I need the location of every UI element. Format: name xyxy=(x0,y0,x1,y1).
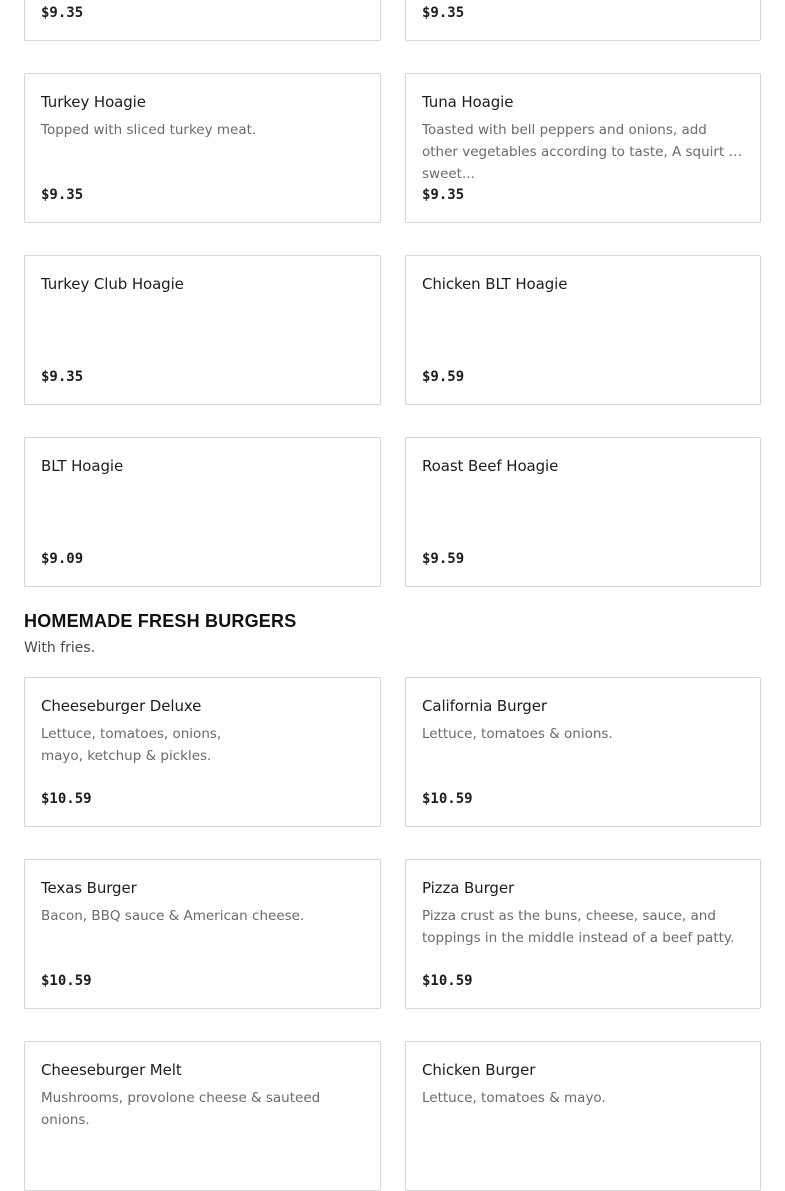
menu-item-name: Roast Beef Hoagie xyxy=(422,457,559,475)
menu-item-card[interactable] xyxy=(24,859,381,1009)
menu-item-name: BLT Hoagie xyxy=(41,457,124,475)
menu-item-name: California Burger xyxy=(422,697,547,715)
menu-item-name: Turkey Club Hoagie xyxy=(41,275,184,293)
menu-item-card[interactable] xyxy=(24,0,381,41)
menu-item-price: $10.59 xyxy=(41,973,92,989)
menu-item-description: Mushrooms, provolone cheese & sauteed onions. xyxy=(41,1090,321,1128)
menu-item-card[interactable] xyxy=(405,1041,761,1191)
section-title: HOMEMADE FRESH BURGERS xyxy=(24,611,297,631)
menu-item-description: Lettuce, tomatoes & mayo. xyxy=(422,1090,606,1106)
menu-item-price: $9.35 xyxy=(41,187,84,203)
menu-item-description: Lettuce, tomatoes, onions, mayo, ketchup & pickles. xyxy=(41,726,222,764)
menu-item-card[interactable] xyxy=(24,677,381,827)
menu-item-name: Cheeseburger Deluxe xyxy=(41,697,202,715)
menu-item-description: Topped with sliced turkey meat. xyxy=(41,122,257,138)
menu-item-name: Tuna Hoagie xyxy=(422,93,514,111)
menu-item-price: $10.59 xyxy=(422,973,473,989)
menu-item-name: Chicken BLT Hoagie xyxy=(422,275,568,293)
menu-item-name: Cheeseburger Melt xyxy=(41,1061,182,1079)
menu-item-card[interactable] xyxy=(405,255,761,405)
menu-item-description: Pizza crust as the buns, cheese, sauce, and toppings in the middle instead of a beef patty. xyxy=(422,908,735,946)
menu-item-card[interactable] xyxy=(24,73,381,223)
menu-item-card[interactable] xyxy=(24,1041,381,1191)
section-subtitle: With fries. xyxy=(24,640,96,656)
menu-item-card[interactable] xyxy=(405,677,761,827)
menu-item-price: $10.59 xyxy=(41,791,92,807)
menu-item-card[interactable] xyxy=(405,0,761,41)
menu-item-description: Lettuce, tomatoes & onions. xyxy=(422,726,613,742)
menu-item-name: Turkey Hoagie xyxy=(41,93,146,111)
menu-item-card[interactable] xyxy=(24,255,381,405)
menu-item-price: $9.09 xyxy=(41,551,84,567)
menu-item-price: $9.35 xyxy=(422,187,465,203)
menu-item-price: $10.59 xyxy=(422,791,473,807)
menu-item-card[interactable] xyxy=(405,437,761,587)
menu-item-name: Texas Burger xyxy=(41,879,137,897)
menu-item-price: $9.35 xyxy=(41,5,84,21)
menu-item-card[interactable] xyxy=(405,73,761,223)
menu-item-card[interactable] xyxy=(24,437,381,587)
menu-item-description: Toasted with bell peppers and onions, add other vegetables according to taste, A squirt of sweet... xyxy=(422,122,742,182)
menu-item-price: $9.35 xyxy=(41,369,84,385)
menu-item-price: $9.35 xyxy=(422,5,465,21)
menu-item-price: $9.59 xyxy=(422,551,465,567)
menu-item-name: Pizza Burger xyxy=(422,879,515,897)
menu-item-price: $9.59 xyxy=(422,369,465,385)
menu-item-card[interactable] xyxy=(405,859,761,1009)
menu-item-description: Bacon, BBQ sauce & American cheese. xyxy=(41,908,305,924)
menu-item-name: Chicken Burger xyxy=(422,1061,536,1079)
